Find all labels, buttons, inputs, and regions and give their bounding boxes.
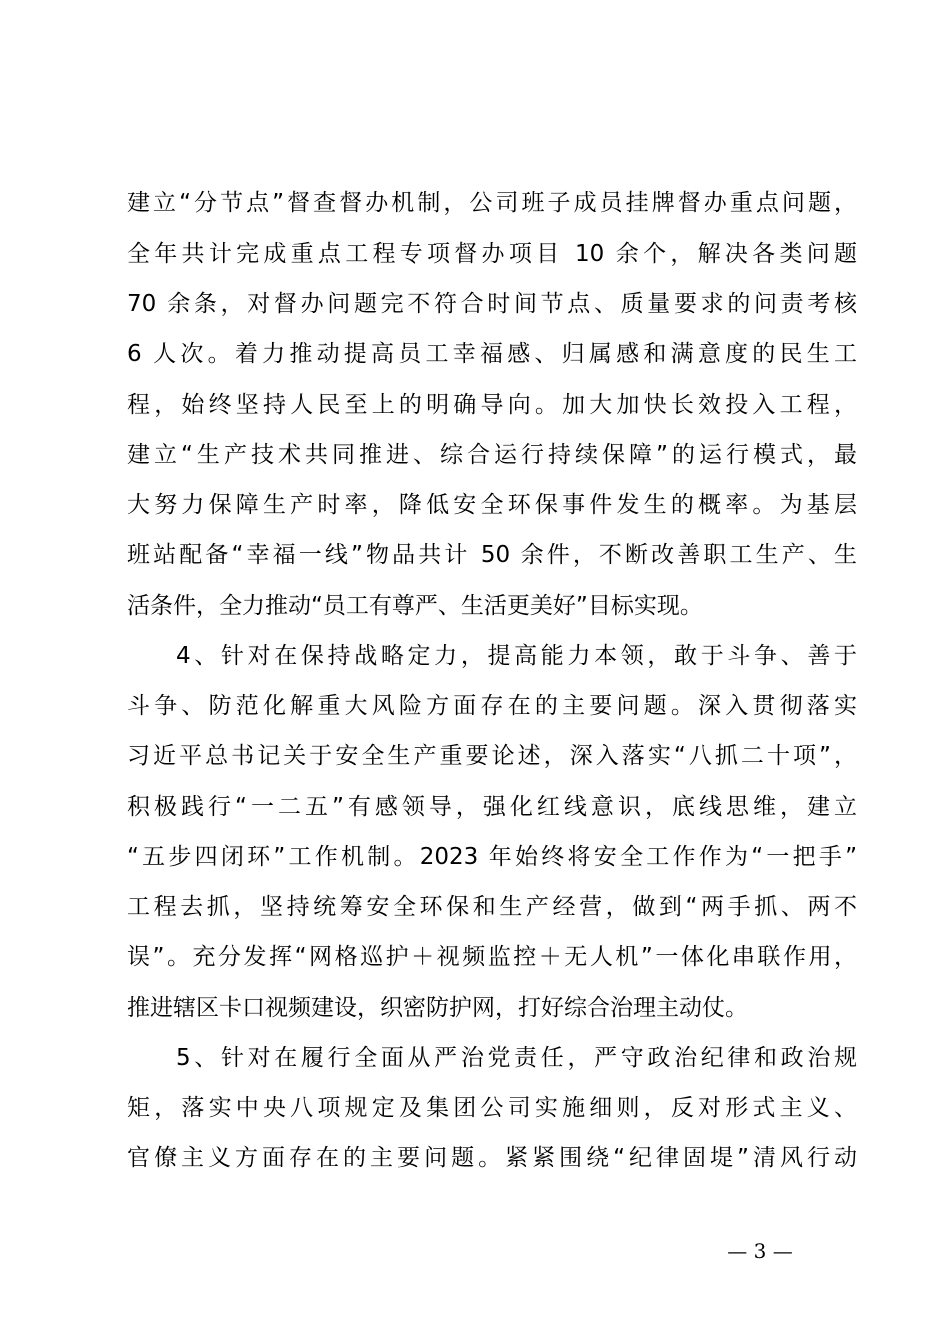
body-text-line: “五步四闭环”工作机制。2023 年始终将安全工作作为“一把手” (127, 844, 857, 870)
body-text-line: 大努力保障生产时率，降低安全环保事件发生的概率。为基层 (127, 492, 857, 518)
body-text-line: 70 余条，对督办问题完不符合时间节点、质量要求的问责考核 (127, 291, 857, 317)
body-text-line: 全年共计完成重点工程专项督办项目 10 余个，解决各类问题 (127, 241, 857, 267)
paragraph-first-line: 5、针对在履行全面从严治党责任，严守政治纪律和政治规 (176, 1045, 857, 1071)
body-text-line: 积极践行“一二五”有感领导，强化红线意识，底线思维，建立 (127, 794, 857, 820)
body-text-line: 建立“分节点”督查督办机制，公司班子成员挂牌督办重点问题， (127, 190, 857, 216)
body-text-line: 工程去抓，坚持统筹安全环保和生产经营，做到“两手抓、两不 (127, 894, 857, 920)
body-text-line: 班站配备“幸福一线”物品共计 50 余件，不断改善职工生产、生 (127, 542, 857, 568)
body-text-line: 斗争、防范化解重大风险方面存在的主要问题。深入贯彻落实 (127, 693, 857, 719)
body-text-line: 6 人次。着力推动提高员工幸福感、归属感和满意度的民生工 (127, 341, 857, 367)
body-text-line: 误”。充分发挥“网格巡护＋视频监控＋无人机”一体化串联作用， (127, 944, 857, 970)
body-text-line: 习近平总书记关于安全生产重要论述，深入落实“八抓二十项”， (127, 743, 857, 769)
body-text-line: 矩，落实中央八项规定及集团公司实施细则，反对形式主义、 (127, 1095, 857, 1121)
paragraph-last-line: 活条件，全力推动“员工有尊严、生活更美好”目标实现。 (127, 593, 703, 619)
body-text-line: 程，始终坚持人民至上的明确导向。加大加快长效投入工程， (127, 392, 857, 418)
body-text-line: 官僚主义方面存在的主要问题。紧紧围绕“纪律固堤”清风行动 (127, 1145, 857, 1171)
paragraph-first-line: 4、针对在保持战略定力，提高能力本领，敢于斗争、善于 (176, 643, 857, 669)
page-number: — 3 — (727, 1239, 793, 1263)
body-text-line: 建立“生产技术共同推进、综合运行持续保障”的运行模式，最 (127, 442, 857, 468)
paragraph-last-line: 推进辖区卡口视频建设，织密防护网，打好综合治理主动仗。 (127, 995, 748, 1021)
